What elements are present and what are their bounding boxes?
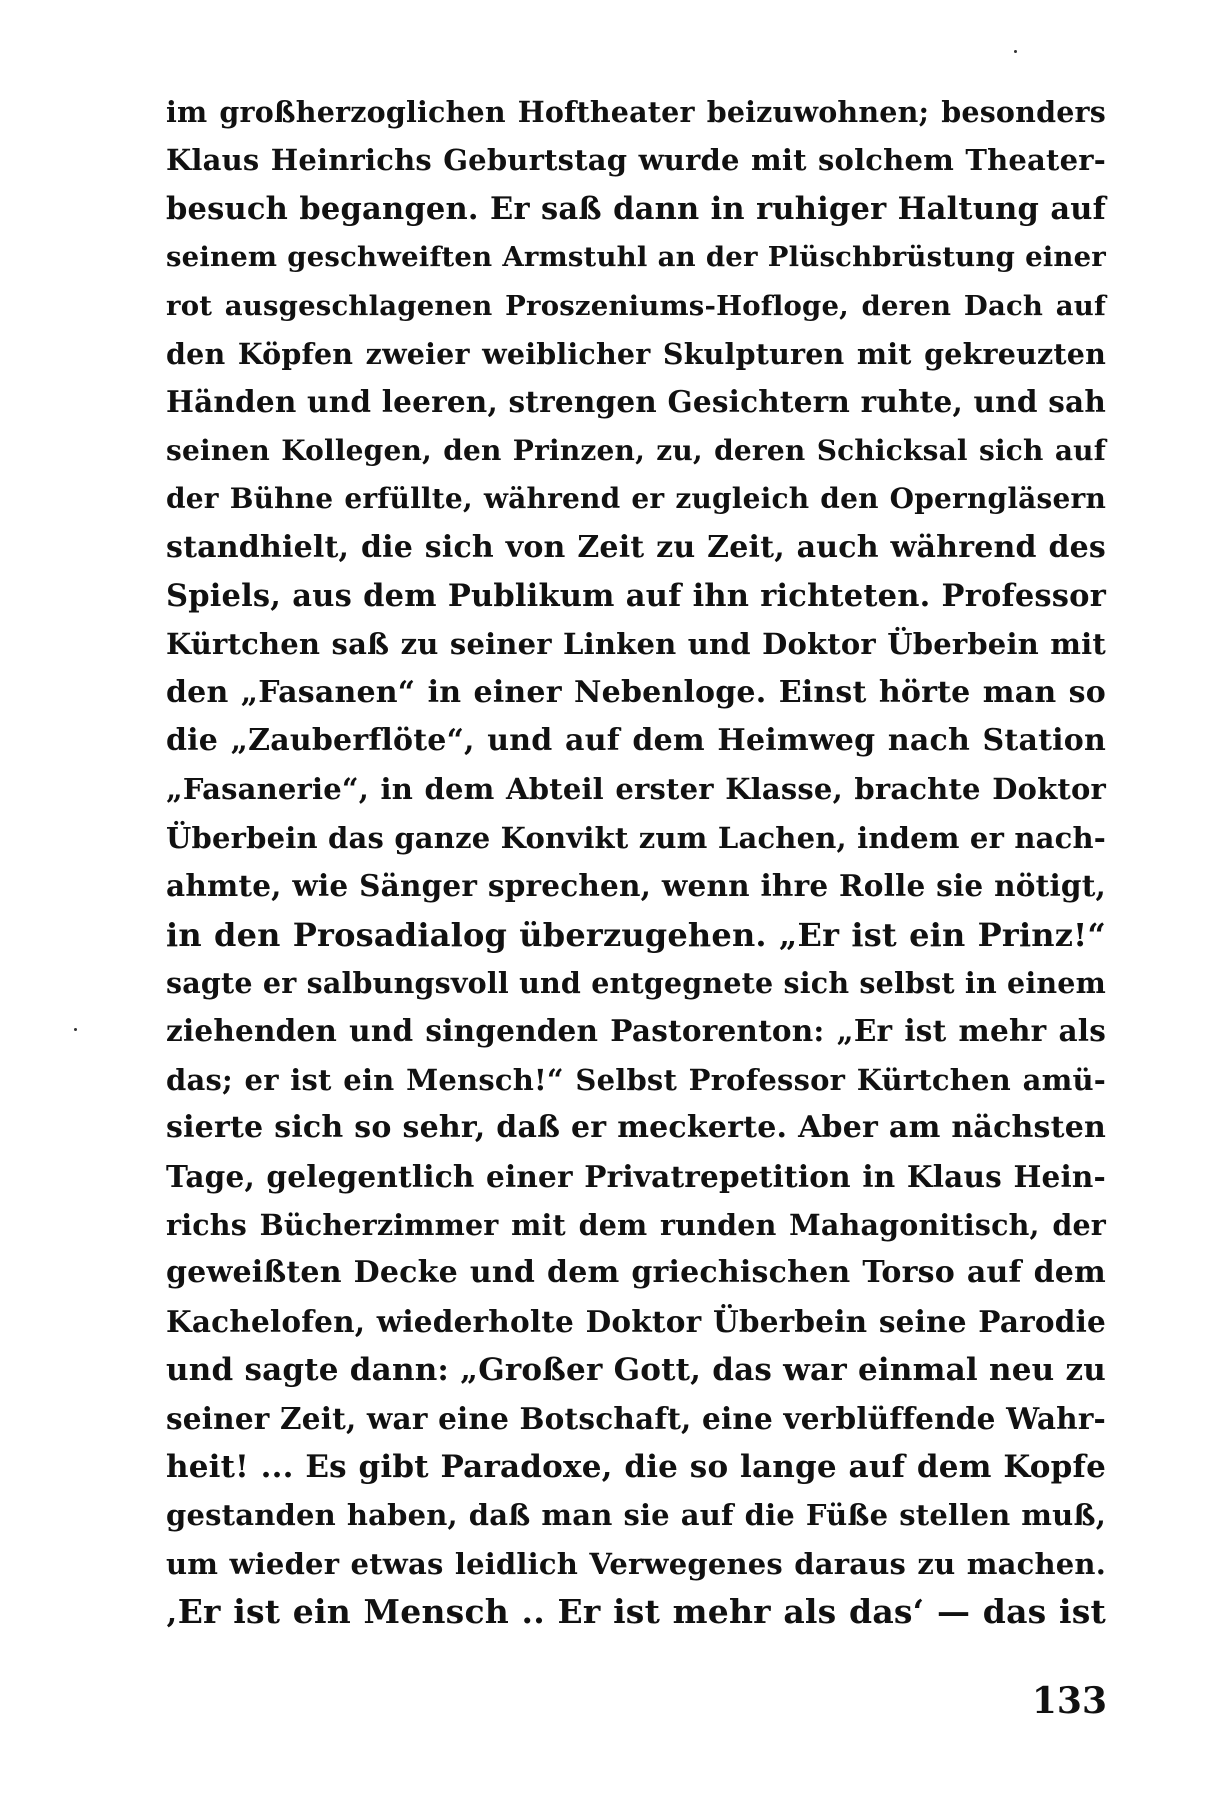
text-line: heit! ... Es gibt Paradoxe, die so lange auf dem Kopfe (166, 1448, 1106, 1485)
dust-speck (1014, 50, 1017, 53)
text-line: den Köpfen zweier weiblicher Skulpturen mit gekreuzten (166, 336, 1106, 371)
text-line: sagte er salbungsvoll und entgegnete sich selbst in einem (166, 966, 1106, 1001)
text-line: das; er ist ein Mensch!“ Selbst Professor Kürtchen amü- (166, 1062, 1106, 1097)
body-text (166, 88, 1106, 1637)
text-line: standhielt, die sich von Zeit zu Zeit, auch während des (166, 529, 1106, 565)
text-line: seinem geschweiften Armstuhl an der Plüschbrüstung einer (166, 241, 1106, 274)
text-line: richs Bücherzimmer mit dem runden Mahagonitisch, der (166, 1207, 1106, 1242)
text-line: Kachelofen, wiederholte Doktor Überbein seine Parodie (166, 1303, 1106, 1339)
text-line: die „Zauberflöte“, und auf dem Heimweg nach Station (166, 723, 1106, 759)
text-line: seiner Zeit, war eine Botschaft, eine verblüffende Wahr- (166, 1400, 1106, 1436)
text-line: Überbein das ganze Konvikt zum Lachen, indem er nach- (166, 820, 1107, 855)
text-line: Händen und leeren, strengen Gesichtern ruhte, und sah (166, 384, 1106, 420)
text-line: Tage, gelegentlich einer Privatrepetition in Klaus Hein- (166, 1158, 1106, 1194)
text-line: ‚Er ist ein Mensch .. Er ist mehr als das‘ — das ist (166, 1592, 1106, 1632)
text-line: gestanden haben, daß man sie auf die Füße stellen muß, (166, 1498, 1106, 1533)
text-line: in den Prosadialog überzugehen. „Er ist ein Prinz!“ (166, 915, 1106, 954)
text-line: und sagte dann: „Großer Gott, das war einmal neu zu (166, 1352, 1106, 1389)
text-line: rot ausgeschlagenen Proszeniums-Hofloge, deren Dach auf (166, 289, 1106, 322)
text-line: Spiels, aus dem Publikum auf ihn richteten. Professor (166, 577, 1106, 614)
text-line: „Fasanerie“, in dem Abteil erster Klasse, brachte Doktor (166, 772, 1106, 807)
text-line: um wieder etwas leidlich Verwegenes daraus zu machen. (166, 1546, 1106, 1581)
text-line: sierte sich so sehr, daß er meckerte. Aber am nächsten (166, 1110, 1106, 1146)
text-line: Kürtchen saß zu seiner Linken und Doktor Überbein mit (166, 627, 1106, 662)
text-line: Klaus Heinrichs Geburtstag wurde mit solchem Theater- (166, 143, 1106, 178)
page-number: 133 (1031, 1680, 1107, 1722)
text-line: im großherzoglichen Hoftheater beizuwohnen; besonders (166, 95, 1106, 129)
text-line: ziehenden und singenden Pastorenton: „Er ist mehr als (166, 1013, 1106, 1049)
text-line: ahmte, wie Sänger sprechen, wenn ihre Rolle sie nötigt, (166, 868, 1106, 904)
text-line: seinen Kollegen, den Prinzen, zu, deren Schicksal sich auf (166, 433, 1106, 467)
dust-speck (74, 1028, 77, 1031)
text-line: den „Fasanen“ in einer Nebenloge. Einst hörte man so (166, 674, 1106, 710)
text-line: der Bühne erfüllte, während er zugleich den Operngläsern (166, 482, 1106, 516)
text-line: geweißten Decke und dem griechischen Torso auf dem (166, 1255, 1106, 1291)
text-line: besuch begangen. Er saß dann in ruhiger Haltung auf (166, 190, 1106, 227)
